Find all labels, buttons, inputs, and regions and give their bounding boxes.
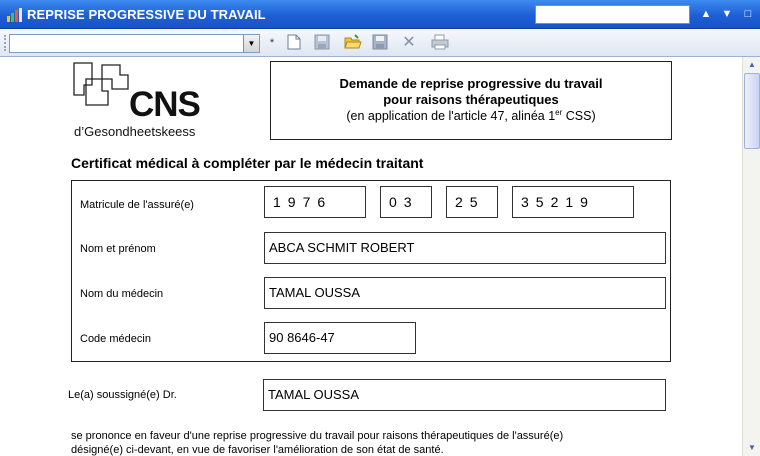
new-document-icon[interactable] xyxy=(285,34,303,52)
form-title-line3 xyxy=(271,108,671,124)
declaration-line2: désigné(e) ci-devant, en vue de favoriser l'amélioration de son état de santé. xyxy=(71,444,444,456)
vertical-scrollbar[interactable] xyxy=(742,57,760,456)
certificate-form xyxy=(71,180,671,362)
form-title-line3-suffix: CSS) xyxy=(562,109,596,123)
form-title-superscript: er xyxy=(555,107,563,117)
scroll-thumb[interactable] xyxy=(744,73,760,149)
restore-button[interactable]: □ xyxy=(744,8,752,20)
scroll-up-icon[interactable]: ▲ xyxy=(748,60,756,69)
bar-chart-icon xyxy=(7,8,23,22)
toolbar-grip[interactable] xyxy=(4,35,7,51)
matricule-label: Matricule de l'assuré(e) xyxy=(80,199,194,211)
open-folder-icon[interactable] xyxy=(344,34,362,52)
asterisk-marker: * xyxy=(269,37,275,49)
scroll-down-icon[interactable]: ▼ xyxy=(748,443,756,452)
nom-field[interactable]: ABCA SCHMIT ROBERT xyxy=(264,232,666,264)
chevron-down-icon[interactable]: ▼ xyxy=(243,35,259,52)
declaration-paragraph xyxy=(71,429,671,456)
code-medecin-label: Code médecin xyxy=(80,333,151,345)
nom-label: Nom et prénom xyxy=(80,243,156,255)
medecin-field[interactable]: TAMAL OUSSA xyxy=(264,277,666,309)
signatory-field[interactable]: TAMAL OUSSA xyxy=(263,379,666,411)
move-up-button[interactable]: ▲ xyxy=(700,8,712,20)
cns-logo-icon xyxy=(72,61,132,121)
toolbar xyxy=(0,29,760,57)
declaration-line1: se prononce en faveur d'une reprise progressive du travail pour raisons thérapeutiques de l'assuré(e) xyxy=(71,430,564,442)
matricule-month-field[interactable]: 03 xyxy=(380,186,432,218)
window-title: REPRISE PROGRESSIVE DU TRAVAIL xyxy=(27,7,266,22)
logo-subtitle: d’Gesondheetskeess xyxy=(74,124,196,139)
matricule-number-field[interactable]: 35219 xyxy=(512,186,634,218)
form-title-line3-prefix: (en application de l'article 47, alinéa 1 xyxy=(346,109,556,123)
title-search-input[interactable] xyxy=(535,5,690,24)
form-title-line1: Demande de reprise progressive du travail xyxy=(339,76,603,91)
form-title-box xyxy=(270,61,672,140)
form-title-line2: pour raisons thérapeutiques xyxy=(383,92,559,107)
matricule-day-field[interactable]: 25 xyxy=(446,186,498,218)
signatory-label: Le(a) soussigné(e) Dr. xyxy=(68,389,177,401)
move-down-button[interactable]: ▼ xyxy=(721,8,733,20)
medecin-label: Nom du médecin xyxy=(80,288,164,300)
matricule-year-field[interactable]: 1976 xyxy=(264,186,366,218)
save-disabled-icon[interactable] xyxy=(313,34,331,52)
certificate-heading: Certificat médical à compléter par le médecin traitant xyxy=(71,155,424,171)
title-bar xyxy=(0,0,760,29)
code-medecin-field[interactable]: 90 8646-47 xyxy=(264,322,416,354)
save-icon[interactable] xyxy=(371,34,389,52)
document-combo[interactable] xyxy=(9,34,260,53)
document-area xyxy=(0,57,742,456)
logo-name: CNS xyxy=(129,85,200,124)
delete-icon[interactable]: ✕ xyxy=(402,34,416,51)
print-icon[interactable] xyxy=(431,34,449,52)
